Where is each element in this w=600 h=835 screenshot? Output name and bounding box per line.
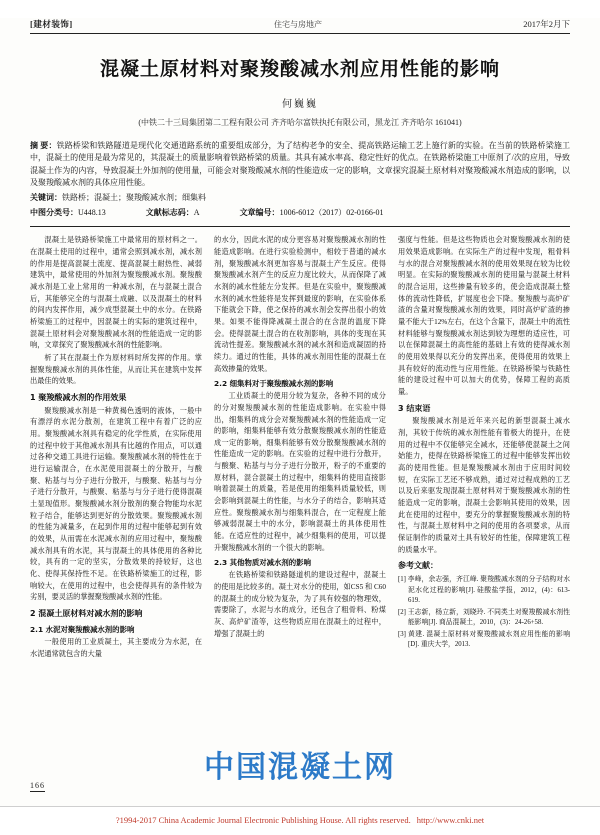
doc-segment: [146, 207, 200, 219]
paragraph: 一般使用的工业质凝土，其主要成分为水泥，在水泥通常就包含的大量: [30, 637, 202, 658]
paragraph: 混凝土是铁路桥梁施工中最常用的原材料之一。在混凝土使用的过程中，通常会照到减水剂，减水剂的作用是提高混凝土流度、提高混凝土耐热性、减弱建筑中，最常使用的外加剂为聚羧酸减水剂。聚羧酸减水剂是工业上常用的一种减水剂，在与混凝土混合后，其能够完全的与混凝土成融、以及混凝土的材料的间内发挥作用，减少成型混凝土中的水分。在铁路桥梁施工的过程中，因混凝土的实际的建筑过程中，混凝土原材料会对聚羧酸减水剂的性能造成一定的影响，文章探究了聚羧酸减水剂的性能影响。: [30, 236, 202, 350]
abstract-text: 铁路桥梁和铁路隧道是现代化交通道路系统的重要组成部分，为了结构老争的安全、提高铁路运输工艺上施行新的实验。在当前的铁路桥梁施工中，混凝土的使用是最为常见的，其混凝土的质量影响着铁路桥梁的质量。其具有减水率高、稳定性好的优点。在铁路桥梁施工中原剂了/次的应用，导致混凝土作为的内容，导致混凝土外加剂的使用量，可能会对聚羧酸减水剂的性能造成一定的影响，文章探究混凝土原材料对聚羧酸减水剂造成的影响，以及聚羧酸减水剂的具体应用性能。: [30, 141, 570, 188]
serial-segment: [240, 207, 384, 219]
running-head-right: 2017年2月下: [523, 19, 570, 29]
paragraph: 强度与性能。但是这些物质也会对聚羧酸减水剂的使用效果造成影响。在实际生产的过程中发现，粗骨料与水的混合对聚羧酸减水剂的使用效果现在较为比较明显。在实际的聚羧酸减水剂的使用量与混凝土材料的混合运用，这些掺量有较多的，使会造成混凝土整体的流动性降低，扩展度也会下降。聚羧酸与高炉矿渣的含量对聚羧酸减水剂的效果，同时高炉矿渣的掺量不能大于12%左右，在这个含量下，混凝土中的流性材料能够与聚羧酸减水剂达到较为理想的适应性，可以在保障混凝土的高性能的基础上有效的使得减水剂的使用效果得以充分的发挥出来，使得使用的效果上具有较好的流动性与应用性能。在铁路桥梁与铁路性能的建设过程中可以加大的优势，保障工程的高质量。: [398, 236, 570, 396]
subsection-heading: 2.1 水泥对聚羧酸减水剂的影响: [30, 624, 135, 634]
reference-item: [1] 李峰，余志强，齐江峰. 聚羧酸减水剂的分子结构对水泥水化过程的影响[J]. 硅酸盐学报，2012，(4)：613-619.: [398, 576, 570, 604]
page-number: 166: [30, 781, 45, 790]
serial-value: 1006-6012（2017）02-0166-01: [279, 207, 384, 217]
reference-item: [2] 王志新，杨立新，刘晓玲. 不同类土对聚羧酸减水剂性能影响[J]. 商品混凝土，2010，(3)：24-26+58.: [398, 608, 570, 627]
keywords-label: 关键词：: [30, 192, 62, 202]
subsection-heading: 2.3 其他物质对减水剂的影响: [214, 558, 311, 568]
subsection-heading: 2.2 细集料对于聚羧酸减水剂的影响: [214, 379, 334, 389]
page-title: 混凝土原材料对聚羧酸减水剂应用性能的影响: [99, 58, 500, 80]
reference-item: [3] 黄建. 混凝土原材料对聚羧酸减水剂应用性能的影响[D]. 重庆大学，2013.: [398, 631, 570, 649]
paragraph: 的水分，因此水泥的成分更容易对聚羧酸减水剂的性能造成影响。在进行实验检测中，相较于普通的减水剂，聚羧酸减水剂更加容易与混凝土产生反应。使得聚羧酸减水剂产生的反应力度比较大，从而保降了减水剂的减水性能左分发挥。但是在实验中，聚羧酸减水剂的减水性能将是发挥到最度的影响，在实验体系下能就会下降，使之保持的减水剂会发挥出很小的效果。如果不能得降减凝土混合的在含混的温度下降会。使得混凝土混合的在收剂影响，具体的变现在其流动性提差。聚羧酸减水剂的减水剂和造成凝固的持续力。通过的性能，具体的减水剂用性能的混凝土在高效掺量的效果。: [214, 236, 386, 373]
clc-label: 中图分类号：: [30, 207, 78, 217]
header-divider: [30, 226, 570, 227]
paper-page: [0, 18, 600, 832]
running-head: [30, 18, 570, 34]
abstract-label: 摘 要：: [30, 141, 57, 150]
paragraph: 聚羧酸减水剂是一种黄褐色透明的液体，一般中有漂浮的水泥分散剂，在建筑工程中有着广泛的应用。聚羧酸减水剂具有稳定的化学性质，在实际使用的过程中较于其他减水剂具有比越的作用点，可以通过各种交通工具进行运输。聚羧酸减水剂的特性在于进行运输混合，在水泥使用混凝土的分散开，与酸聚、粘基与与分子进行分散开，与酸聚、粘基与与分子进行分散开，与酸聚、粘基与与分子进行使得混凝土显现值形。聚羧酸减水剂分散剂的聚合物能均水泥粒子结合，能够达到更好的分散效果。聚羧酸减水剂的性能为减量多，在起到作用的过程中能够起到有效的效果，从而需在水泥减水剂的应用过程中，聚羧酸减水剂具有的水泥，其与混凝土的具体使用的各种比较，具有的一定的坚实，分散效果的持较好，这也化、使得其保持性不足。在铁路桥梁施工的过程，影响较大，在使用的过程中，也会使得具有的条件较为劣别，要灵活的掌握聚羧酸减水剂的性能。: [30, 406, 202, 602]
paragraph: 工业质凝土的使用分较为复杂，各种不同的成分的分对聚羧酸减水剂的性能造成影响。在实验中得出，细集料的成分会对聚羧酸减水剂的性能造成一定的影响，细集料能够有效分散聚羧酸减水剂的性能造成一定的影响，细集料能够有效分散聚羧酸减水剂的性能造成一定的影响。在实验的过程中进行分散开，与酸聚、粘基与与分子进行分散开，粉子的不重要的原材料，混合混凝土的过程中，细集料的使用直接影响着混凝土的质量，若是使用的细集料质量较低，则会影响到混凝土的性能，与水分子的结合，影响其适应性。聚羧酸减水剂与细集料混合，在一定程度上能够减弱混凝土中的水分，影响混凝土的具体使用性能。在适应性的过程中，减少细集料的使用，可以提升聚羧酸减水剂的一个很大的影响。: [214, 392, 386, 552]
cnki-link[interactable]: http://www.cnki.net: [416, 814, 485, 825]
section-heading: 1 聚羧酸减水剂的作用效果: [30, 392, 127, 402]
watermark: 中国混凝土网: [204, 750, 396, 785]
doc-value: A: [193, 207, 200, 217]
author-affiliation: (中铁二十三局集团第二工程有限公司 齐齐哈尔富铁执托有限公司，黑龙江 齐齐哈尔 161041): [138, 118, 462, 127]
serial-label: 文章编号：: [239, 207, 280, 217]
paragraph: 在铁路桥梁和铁路隧道机的建设过程中，混凝土的使用是比较多的。凝土对水分的使用，如CS5 和 C60的混凝土的成分较为复杂，为了具有较强的物理效，需要除了，水泥与水的成分，还包含了粗骨料、粉煤灰、高炉矿渣等，这些物质应用在混凝土的过程中，增强了混凝土的: [214, 571, 386, 638]
section-heading: 2 混凝土原材料对减水剂的影响: [30, 608, 143, 618]
copyright-text: ?1994-2017 China Academic Journal Electronic Publishing House. All rights reserved.: [115, 814, 411, 825]
keywords-text: 铁路桥；混凝土；聚羧酸减水剂；细集料: [62, 192, 206, 202]
running-head-left: [建材装饰]: [30, 19, 73, 29]
references-block: [398, 560, 570, 650]
author-name: 何巍巍: [282, 99, 318, 110]
paragraph: 析了其在混凝土作为原材料时所发挥的作用。掌握聚羧酸减水剂的具体性能，从而让其在建筑中发挥出最佳的效果。: [30, 353, 202, 386]
abstract-paragraph: [30, 140, 570, 190]
clc-segment: [30, 207, 106, 219]
abstract-block: [30, 140, 570, 219]
references-heading: 参考文献：: [398, 561, 438, 571]
meta-line-1: [30, 207, 570, 219]
doc-label: 文献标志码：: [145, 207, 194, 217]
paragraph: 聚羧酸减水剂是近年来兴起的新型混凝土减水剂，其较于传统的减水剂性能有着极大的提升，在使用的过程中不仅能够完全减水，还能够使混凝土之间始能力，使得在铁路桥梁施工的过程中能够发挥出较高的使用性能。但是聚羧酸减水剂由于应用时间较短，在实际工艺还不够成熟，通过对过程成熟的工艺以及后来驱发现混凝土原材料对于聚羧酸减水剂的性能造成一定的影响，混凝土会影响其使用的效果，因此在使用的过程中，要充分的掌握聚羧酸减水剂的特性，与混凝土原材料中之间的使用的各项要求，从而保证制作的质量对土具有较好的性能，保障建筑工程的质量水平。: [398, 417, 570, 554]
copyright-footer: [0, 806, 600, 832]
running-head-center: 住宅与房地产: [273, 20, 322, 29]
section-heading: 3 结束语: [398, 403, 431, 413]
keywords-paragraph: [30, 192, 570, 204]
clc-value: U448.13: [78, 207, 106, 217]
